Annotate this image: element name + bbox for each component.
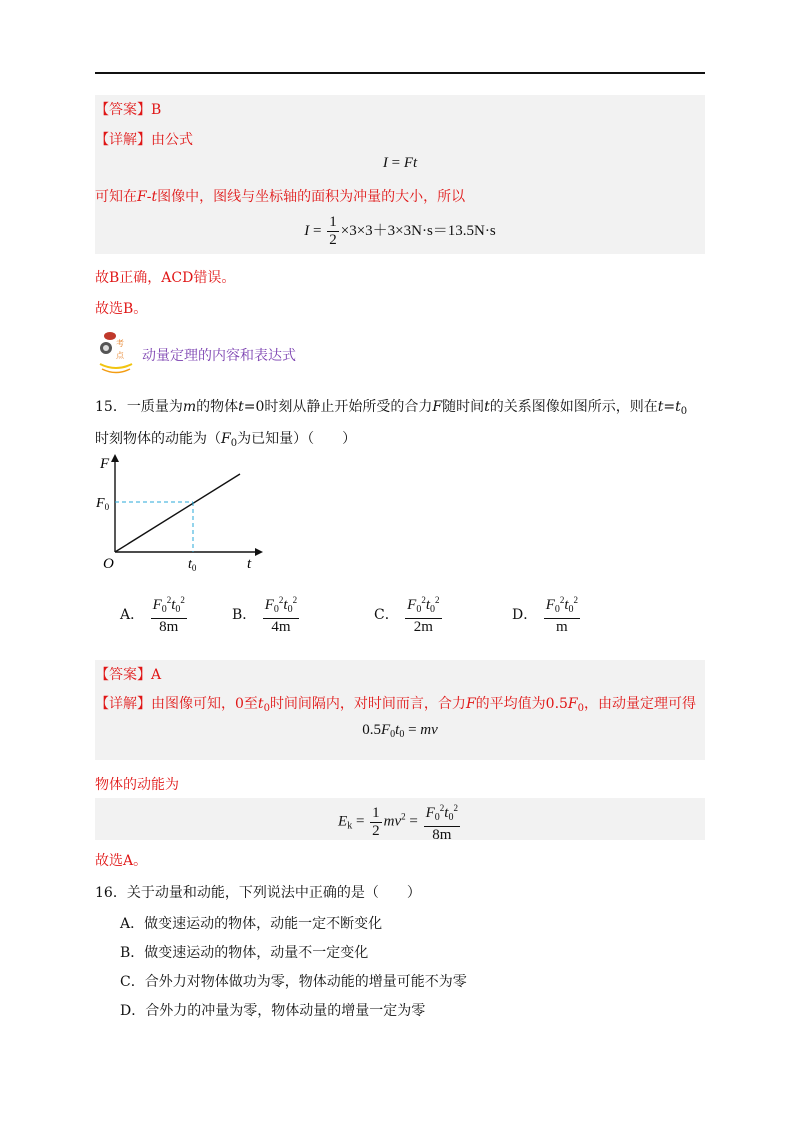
q15-choice: 故选A。 — [95, 853, 148, 869]
q16-stem: 16．关于动量和动能，下列说法中正确的是（ ） — [95, 885, 421, 901]
f0-label: $F_0$ — [96, 496, 110, 512]
q14-conclusion: 故B正确，ACD错误。 — [95, 270, 236, 286]
q15-ke-intro: 物体的动能为 — [95, 777, 179, 793]
q15-answer: 【答案】A — [95, 667, 162, 683]
q16-option-a[interactable]: A．做变速运动的物体，动能一定不断变化 — [120, 916, 383, 932]
svg-text:考: 考 — [116, 339, 124, 348]
x-axis-arrow-icon — [255, 548, 263, 556]
q15-stem-line1: 15．一质量为m的物体t=0时刻从静止开始所受的合力F随时间t的关系图像如图所示，则在$t=t_0$ — [95, 399, 688, 417]
header-rule — [95, 72, 705, 74]
q14-choice: 故选B。 — [95, 301, 148, 317]
y-axis-label: F — [100, 456, 110, 472]
q15-option-a[interactable]: A． $\frac{F_0^2t_0^2}{8m}$ — [120, 592, 189, 636]
q14-detail-intro: 【详解】由公式 — [95, 132, 193, 148]
y-axis-arrow-icon — [111, 454, 119, 462]
t0-label: $t_0$ — [188, 557, 197, 573]
q14-explanation: 可知在F-t图像中，图线与坐标轴的面积为冲量的大小，所以 — [95, 189, 466, 205]
topic-label: 动量定理的内容和表达式 — [142, 348, 296, 364]
q14-formula2: I = $\frac{1}{2}$ ×3×3＋3×3N·s＝13.5N·s — [304, 214, 496, 248]
q15-force-time-graph — [95, 450, 270, 575]
x-axis-label: t — [247, 556, 252, 572]
q15-option-d[interactable]: D． $\frac{F_0^2t_0^2}{m}$ — [512, 592, 582, 636]
q16-option-c[interactable]: C．合外力对物体做功为零，物体动能的增量可能不为零 — [120, 974, 467, 990]
fraction-half: $\frac{1}{2}$ — [329, 214, 337, 248]
q15-formula2: $E_k$ = $\frac{1}{2}$ $mv^2$ = $\frac{F_0^2t_0^2}{8m}$ — [95, 800, 705, 844]
svg-text:点: 点 — [116, 351, 124, 360]
q15-option-b[interactable]: B． $\frac{F_0^2t_0^2}{4m}$ — [232, 592, 301, 636]
q14-answer: 【答案】B — [95, 102, 162, 118]
q15-formula1: $0.5F_0t_0$ = mv — [362, 722, 438, 740]
q16-option-b[interactable]: B．做变速运动的物体，动量不一定变化 — [120, 945, 369, 961]
topic-badge-icon — [96, 326, 136, 376]
q15-option-c[interactable]: C． $\frac{F_0^2t_0^2}{2m}$ — [374, 592, 444, 636]
q15-detail: 【详解】由图像可知，0至$t_0$时间间隔内，对时间而言，合力F的平均值为$0.5F_0$，由动量定理可得 — [95, 696, 697, 714]
q16-option-d[interactable]: D．合外力的冲量为零，物体动量的增量一定为零 — [120, 1003, 426, 1019]
origin-label: O — [103, 556, 114, 572]
force-line — [115, 474, 240, 552]
q15-stem-line2: 时刻物体的动能为（$F_0$为已知量）（ ） — [95, 431, 357, 449]
q14-formula1: I = Ft — [382, 155, 418, 171]
